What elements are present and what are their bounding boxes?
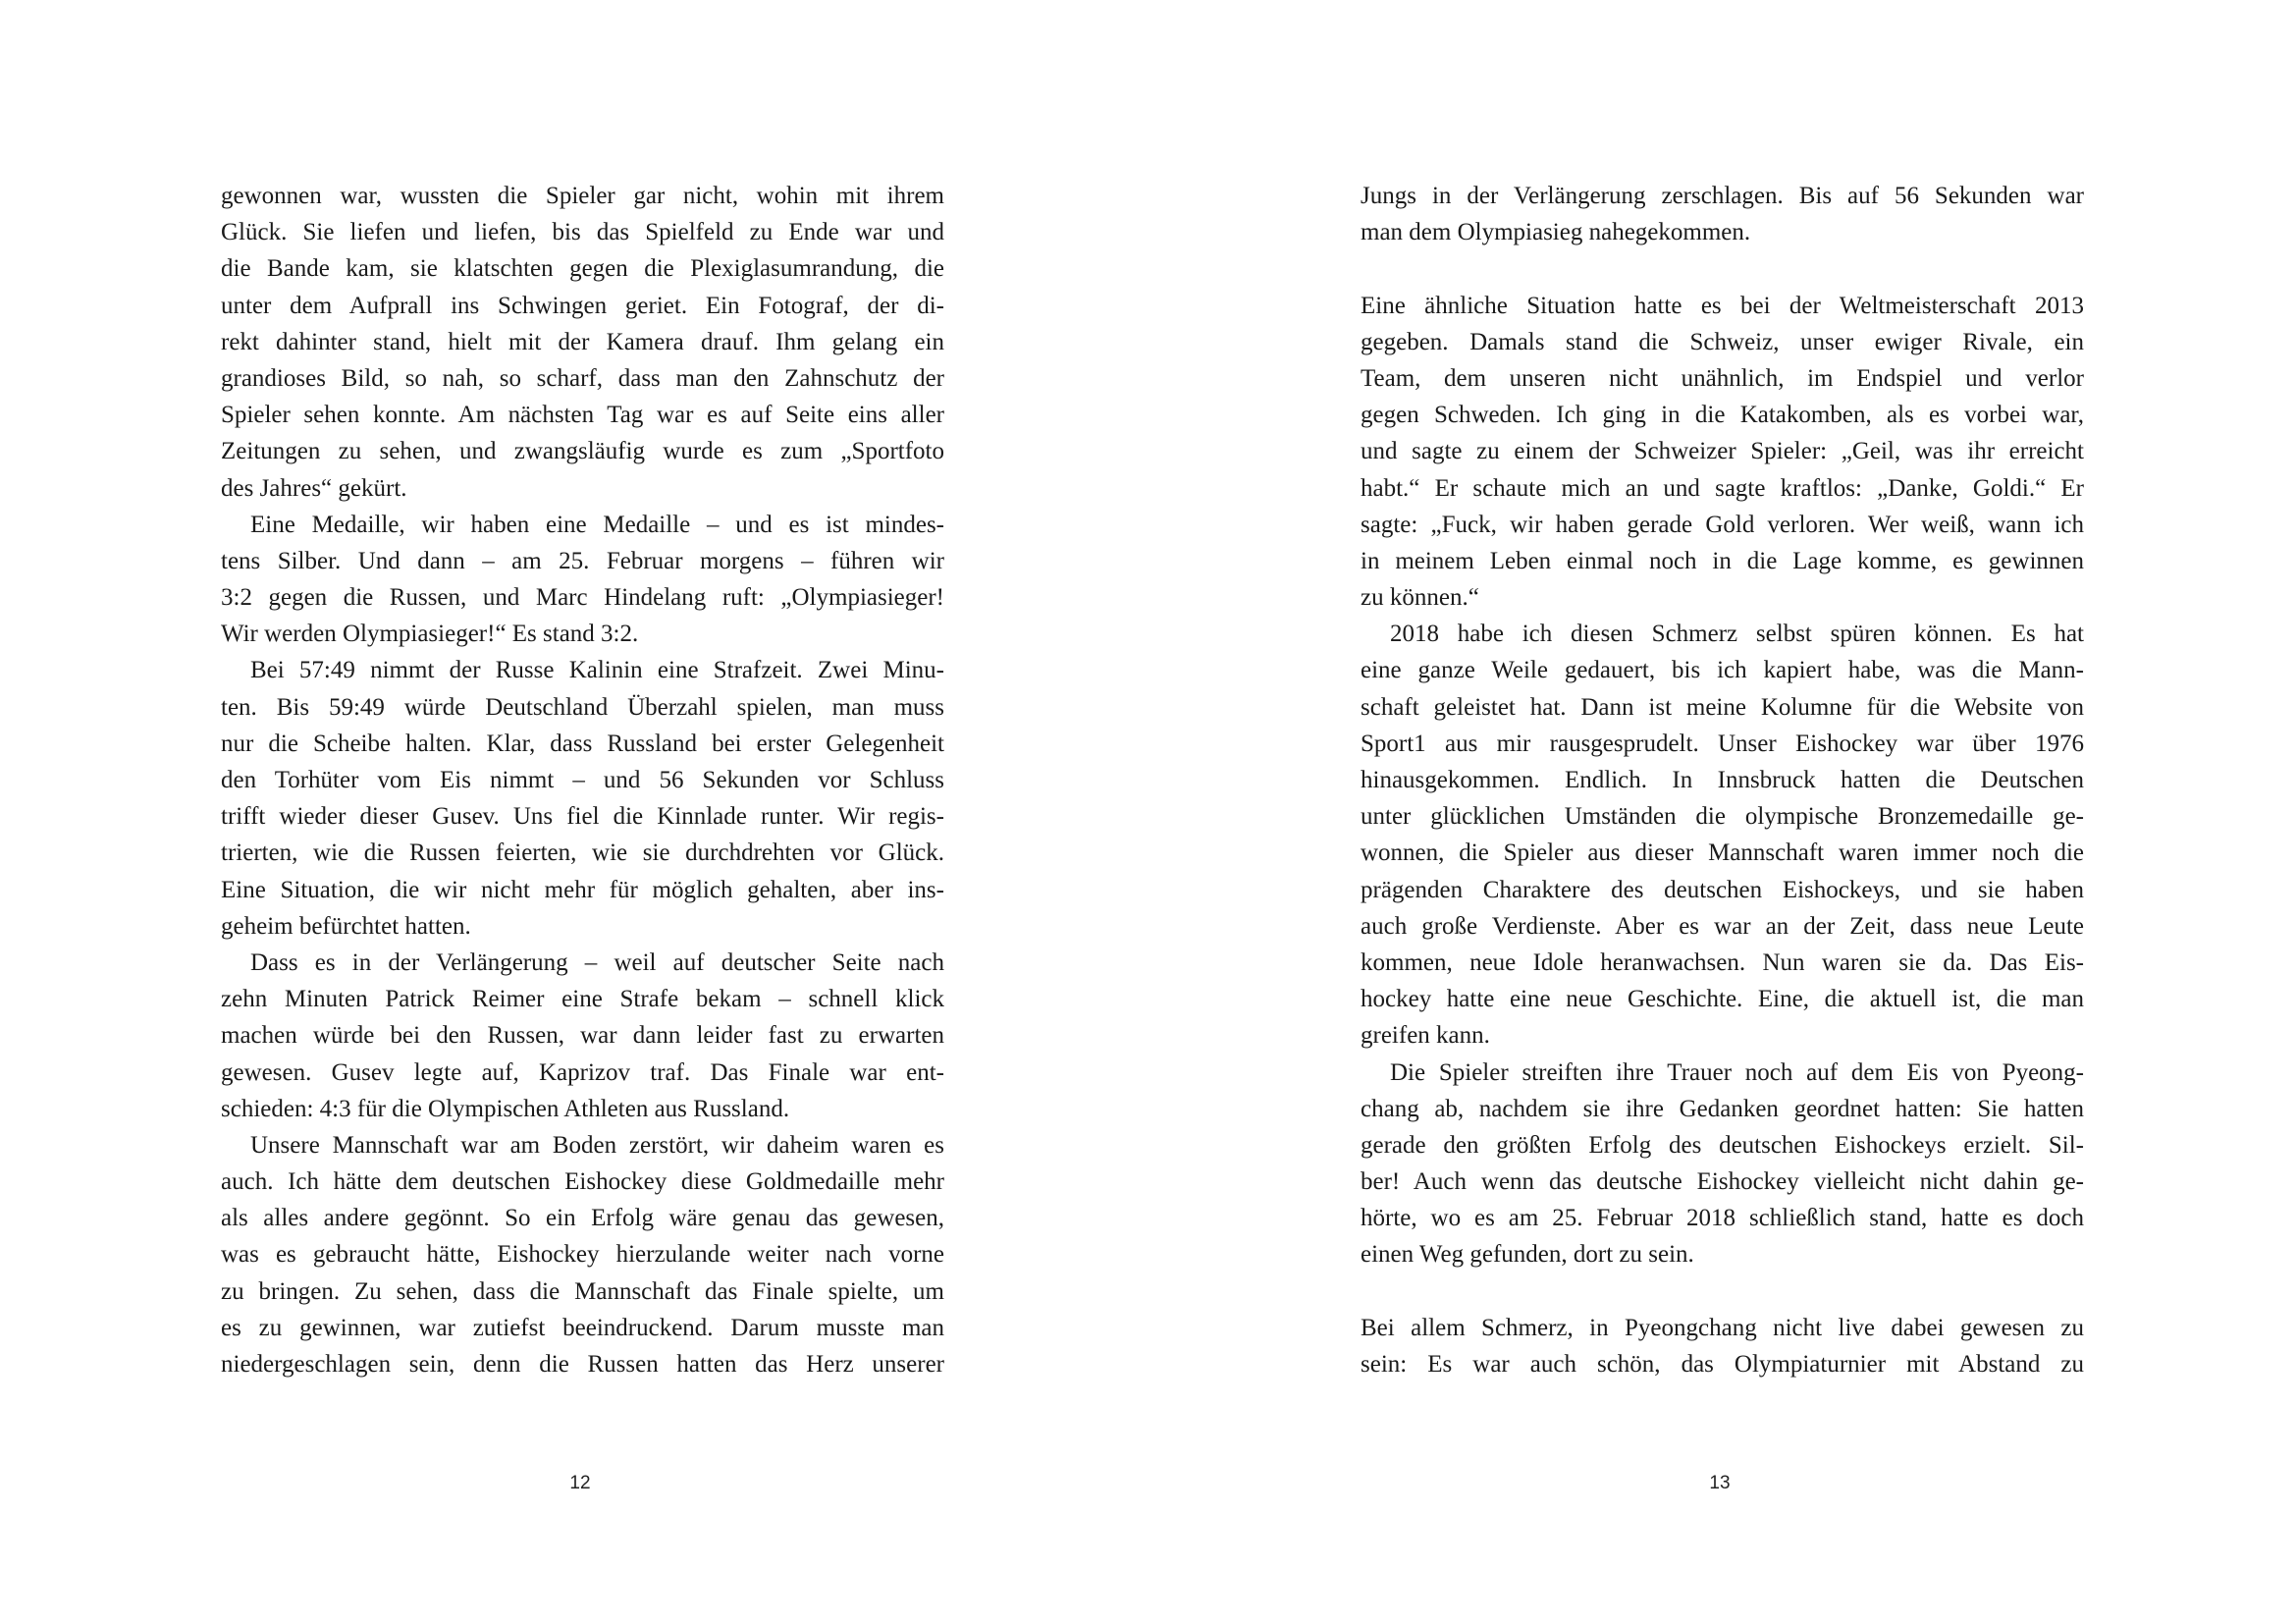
text-line: habt.“ Er schaute mich an und sagte kraftlos: „Danke, Goldi.“ Er — [1361, 474, 2084, 502]
paragraph — [1361, 1055, 2084, 1273]
text-line: hörte, wo es am 25. Februar 2018 schließlich stand, hatte es doch — [1361, 1205, 2084, 1232]
text-line: Eine Situation, die wir nicht mehr für möglich gehalten, aber ins- — [221, 876, 944, 903]
text-line: Team, dem unseren nicht unähnlich, im Endspiel und verlor — [1361, 364, 2084, 392]
text-line: machen würde bei den Russen, war dann leider fast zu erwarten — [221, 1022, 944, 1050]
text-line: Glück. Sie liefen und liefen, bis das Spielfeld zu Ende war und — [221, 219, 944, 246]
text-line: ber! Auch wenn das deutsche Eishockey vielleicht nicht dahin ge- — [1361, 1168, 2084, 1196]
text-line: rekt dahinter stand, hielt mit der Kamera drauf. Ihm gelang ein — [221, 328, 944, 355]
text-line: schieden: 4:3 für die Olympischen Athleten aus Russland. — [221, 1095, 790, 1122]
text-line: was es gebraucht hätte, Eishockey hierzulande weiter nach vorne — [221, 1241, 944, 1269]
text-line: auch große Verdienste. Aber es war an der Zeit, dass neue Leute — [1361, 912, 2084, 940]
text-line: chang ab, nachdem sie ihre Gedanken geordnet hatten: Sie hatten — [1361, 1095, 2084, 1122]
text-line: 3:2 gegen die Russen, und Marc Hindelang ruft: „Olympiasieger! — [221, 584, 944, 612]
paragraph — [221, 945, 944, 1127]
text-line: greifen kann. — [1361, 1022, 1490, 1050]
text-line: trierten, wie die Russen feierten, wie sie durchdrehten vor Glück. — [221, 839, 944, 867]
text-line: unter glücklichen Umständen die olympische Bronzemedaille ge- — [1361, 803, 2084, 831]
text-line: Dass es in der Verlängerung – weil auf deutscher Seite nach — [250, 948, 944, 976]
text-line: und sagte zu einem der Schweizer Spieler: „Geil, was ihr erreicht — [1361, 438, 2084, 465]
text-line: gewonnen war, wussten die Spieler gar nicht, wohin mit ihrem — [221, 183, 944, 209]
text-line: unter dem Aufprall ins Schwingen geriet. Ein Fotograf, der di- — [221, 292, 944, 319]
paragraph — [221, 507, 944, 653]
text-line: Wir werden Olympiasieger!“ Es stand 3:2. — [221, 621, 639, 648]
text-line: ten. Bis 59:49 würde Deutschland Überzahl spielen, man muss — [221, 693, 944, 721]
paragraph — [1361, 616, 2084, 1054]
text-line: kommen, neue Idole heranwachsen. Nun waren sie da. Das Eis- — [1361, 948, 2084, 976]
text-line: Bei 57:49 nimmt der Russe Kalinin eine Strafzeit. Zwei Minu- — [250, 657, 944, 684]
text-line: es zu gewinnen, war zutiefst beeindruckend. Darum musste man — [221, 1314, 944, 1341]
text-line: die Bande kam, sie klatschten gegen die Plexiglasumrandung, die — [221, 255, 944, 283]
text-line: nur die Scheibe halten. Klar, dass Russland bei erster Gelegenheit — [221, 730, 944, 757]
text-line: in meinem Leben einmal noch in die Lage komme, es gewinnen — [1361, 547, 2084, 574]
text-line: einen Weg gefunden, dort zu sein. — [1361, 1241, 1694, 1269]
text-line: zu können.“ — [1361, 584, 1479, 612]
text-line: geheim befürchtet hatten. — [221, 912, 471, 940]
text-line: Zeitungen zu sehen, und zwangsläufig wurde es zum „Sportfoto — [221, 438, 944, 465]
text-line: trifft wieder dieser Gusev. Uns fiel die Kinnlade runter. Wir regis- — [221, 803, 944, 831]
text-line: niedergeschlagen sein, denn die Russen hatten das Herz unserer — [221, 1351, 944, 1378]
text-line: zehn Minuten Patrick Reimer eine Strafe bekam – schnell klick — [221, 986, 944, 1013]
paragraph — [1361, 1310, 2084, 1382]
text-line: sagte: „Fuck, wir haben gerade Gold verloren. Wer weiß, wann ich — [1361, 511, 2084, 538]
text-line: auch. Ich hätte dem deutschen Eishockey diese Goldmedaille mehr — [221, 1168, 944, 1196]
text-line: gegeben. Damals stand die Schweiz, unser ewiger Rivale, ein — [1361, 328, 2084, 355]
page-number: 12 — [569, 1473, 591, 1493]
text-line: zu bringen. Zu sehen, dass die Mannschaft das Finale spielte, um — [221, 1277, 944, 1305]
text-line: 2018 habe ich diesen Schmerz selbst spüren können. Es hat — [1390, 621, 2084, 648]
text-line: gerade den größten Erfolg des deutschen Eishockeys erzielt. Sil- — [1361, 1131, 2084, 1159]
paragraph — [1361, 178, 2084, 250]
page-number: 13 — [1709, 1473, 1731, 1493]
text-line: den Torhüter vom Eis nimmt – und 56 Sekunden vor Schluss — [221, 767, 944, 793]
text-line: Bei allem Schmerz, in Pyeongchang nicht live dabei gewesen zu — [1361, 1314, 2084, 1341]
text-line: Spieler sehen konnte. Am nächsten Tag war es auf Seite eins aller — [221, 402, 944, 429]
paragraph — [221, 178, 944, 507]
text-line: wonnen, die Spieler aus dieser Mannschaft waren immer noch die — [1361, 839, 2084, 867]
paragraph-spacer — [1361, 250, 2084, 287]
text-line: prägenden Charaktere des deutschen Eishockeys, und sie haben — [1361, 876, 2084, 903]
text-line: Eine ähnliche Situation hatte es bei der Weltmeisterschaft 2013 — [1361, 292, 2084, 319]
text-line: man dem Olympiasieg nahegekommen. — [1361, 219, 1751, 246]
text-line: Eine Medaille, wir haben eine Medaille – und es ist mindes- — [250, 511, 944, 538]
text-line: gewesen. Gusev legte auf, Kaprizov traf. Das Finale war ent- — [221, 1058, 944, 1086]
body-text-column — [221, 178, 944, 1382]
text-line: als alles andere gegönnt. So ein Erfolg wäre genau das gewesen, — [221, 1205, 944, 1232]
text-line: Jungs in der Verlängerung zerschlagen. Bis auf 56 Sekunden war — [1361, 183, 2084, 209]
text-line: hinausgekommen. Endlich. In Innsbruck hatten die Deutschen — [1361, 767, 2084, 793]
text-line: Die Spieler streiften ihre Trauer noch auf dem Eis von Pyeong- — [1390, 1058, 2084, 1086]
text-line: hockey hatte eine neue Geschichte. Eine, die aktuell ist, die man — [1361, 986, 2084, 1013]
paragraph — [1361, 288, 2084, 617]
paragraph-spacer — [1361, 1273, 2084, 1310]
text-line: Unsere Mannschaft war am Boden zerstört, wir daheim waren es — [250, 1131, 944, 1159]
text-line: Sport1 aus mir rausgesprudelt. Unser Eishockey war über 1976 — [1361, 730, 2084, 757]
text-line: des Jahres“ gekürt. — [221, 474, 407, 502]
right-page — [1148, 0, 2296, 1624]
body-text-column — [1361, 178, 2084, 1382]
paragraph — [221, 652, 944, 945]
text-line: eine ganze Weile gedauert, bis ich kapiert habe, was die Mann- — [1361, 657, 2084, 684]
text-line: schaft geleistet hat. Dann ist meine Kolumne für die Website von — [1361, 693, 2084, 721]
paragraph — [221, 1127, 944, 1382]
text-line: tens Silber. Und dann – am 25. Februar morgens – führen wir — [221, 547, 944, 574]
text-line: gegen Schweden. Ich ging in die Katakomben, als es vorbei war, — [1361, 402, 2084, 429]
text-line: grandioses Bild, so nah, so scharf, dass man den Zahnschutz der — [221, 364, 944, 392]
text-line: sein: Es war auch schön, das Olympiaturnier mit Abstand zu — [1361, 1351, 2084, 1378]
